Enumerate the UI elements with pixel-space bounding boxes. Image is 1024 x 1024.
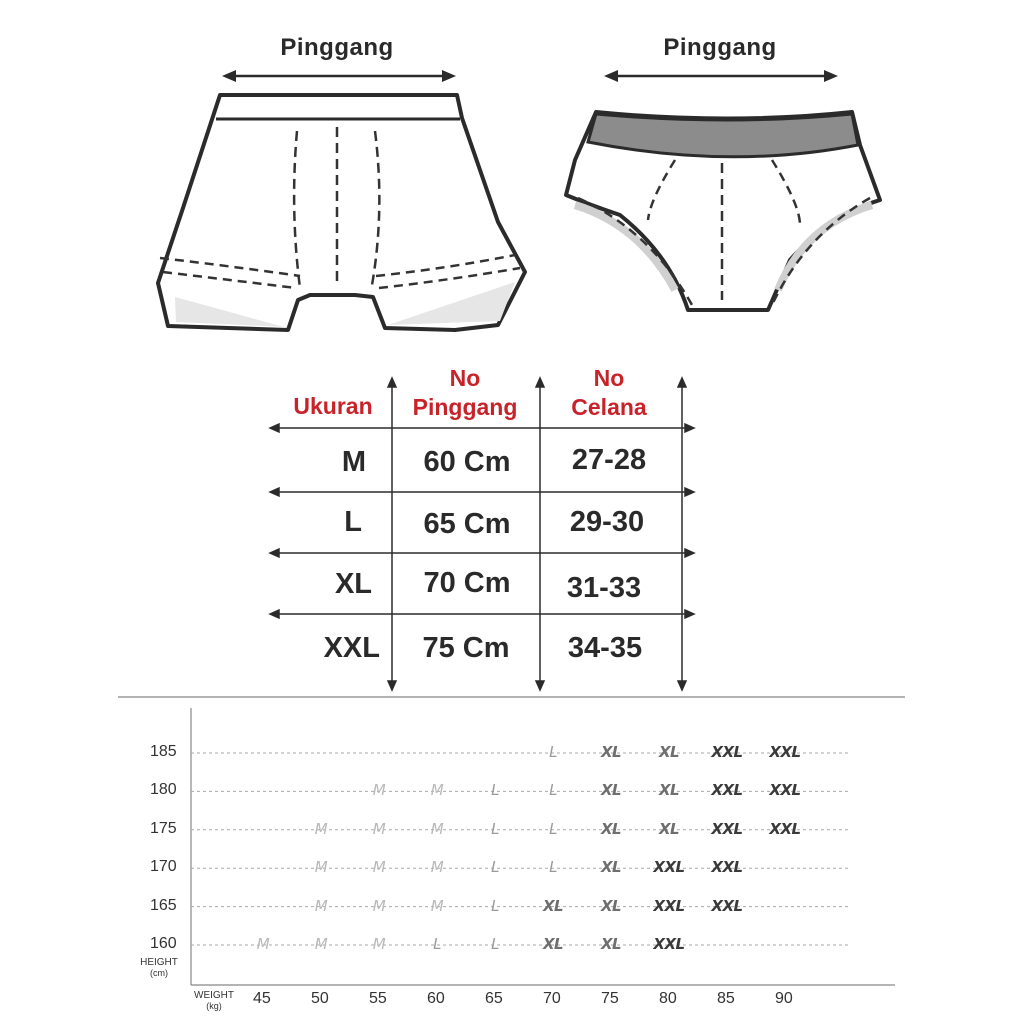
x-tick-label: 75 [601, 990, 619, 1007]
size-mark: M [372, 819, 386, 838]
header-waist-line2: Pinggang [412, 394, 518, 420]
size-mark: M [372, 935, 386, 953]
size-mark: M [430, 858, 444, 877]
header-pants-line2: Celana [571, 394, 647, 420]
size-mark: L [549, 858, 557, 877]
x-tick-label: 85 [717, 990, 735, 1007]
x-tick-label: 45 [253, 990, 271, 1007]
size-mark: XL [600, 858, 622, 877]
size-mark: XXL [711, 781, 743, 800]
size-mark: L [491, 896, 499, 915]
size-mark: XXL [711, 896, 743, 915]
x-tick-label: 50 [311, 990, 329, 1007]
size-mark: XXL [769, 743, 801, 761]
size-mark: M [314, 858, 328, 877]
x-tick-label: 90 [775, 990, 793, 1007]
x-axis-title: WEIGHT (kg) [194, 990, 234, 1011]
row-size: L [344, 506, 362, 538]
size-mark: XL [542, 896, 564, 915]
y-tick-label: 180 [150, 781, 177, 799]
row-size: XL [334, 568, 372, 600]
row-pants: 27-28 [571, 444, 647, 476]
size-mark: XXL [653, 896, 685, 915]
size-mark: XL [600, 819, 622, 838]
size-mark: XXL [711, 743, 743, 761]
size-mark: L [491, 935, 499, 953]
boxer-waist-label: Pinggang [280, 34, 394, 61]
size-mark: XL [658, 743, 680, 761]
x-tick-label: 70 [543, 990, 561, 1007]
x-tick-label: 55 [369, 990, 387, 1007]
size-mark: XXL [711, 819, 743, 838]
size-mark: M [430, 781, 444, 800]
size-mark: XXL [653, 935, 685, 953]
y-axis-title: HEIGHT (cm) [140, 957, 178, 978]
size-mark: XL [600, 743, 622, 761]
header-pants-line1: No [593, 365, 625, 391]
size-mark: L [549, 743, 557, 761]
row-waist: 75 Cm [422, 632, 510, 664]
size-mark: XL [658, 819, 680, 838]
x-tick-label: 65 [485, 990, 503, 1007]
x-tick-label: 80 [659, 990, 677, 1007]
row-pants: 31-33 [566, 572, 642, 604]
size-mark: L [549, 819, 557, 838]
size-mark: XL [600, 896, 622, 915]
header-size: Ukuran [293, 393, 373, 419]
size-mark: XL [542, 935, 564, 953]
row-pants: 29-30 [569, 506, 645, 538]
size-mark: M [256, 935, 270, 953]
row-waist: 60 Cm [423, 446, 511, 478]
size-mark: M [314, 935, 328, 953]
size-mark: XL [600, 781, 622, 800]
size-mark: M [430, 819, 444, 838]
size-mark: M [314, 819, 328, 838]
size-mark: XXL [769, 781, 801, 800]
y-tick-label: 170 [150, 858, 177, 876]
y-tick-label: 185 [150, 743, 177, 760]
size-mark: XXL [653, 858, 685, 877]
y-tick-label: 175 [150, 819, 177, 837]
y-tick-label: 160 [150, 935, 177, 952]
size-mark: XL [658, 781, 680, 800]
x-tick-label: 60 [427, 990, 445, 1007]
header-waist-line1: No [449, 365, 481, 391]
row-waist: 65 Cm [423, 508, 511, 540]
row-size: M [341, 446, 366, 478]
size-mark: XL [600, 935, 622, 953]
size-mark: L [491, 781, 499, 800]
row-size: XXL [323, 632, 380, 664]
size-mark: L [433, 935, 441, 953]
size-mark: M [430, 896, 444, 915]
size-mark: M [372, 858, 386, 877]
size-mark: L [549, 781, 557, 800]
size-mark: M [314, 896, 328, 915]
size-mark: XXL [711, 858, 743, 877]
y-tick-label: 165 [150, 896, 177, 914]
size-mark: M [372, 781, 386, 800]
row-waist: 70 Cm [423, 567, 511, 599]
row-pants: 34-35 [567, 632, 643, 664]
size-mark: L [491, 819, 499, 838]
size-mark: L [491, 858, 499, 877]
brief-waist-label: Pinggang [663, 34, 777, 61]
size-mark: XXL [769, 819, 801, 838]
size-mark: M [372, 896, 386, 915]
